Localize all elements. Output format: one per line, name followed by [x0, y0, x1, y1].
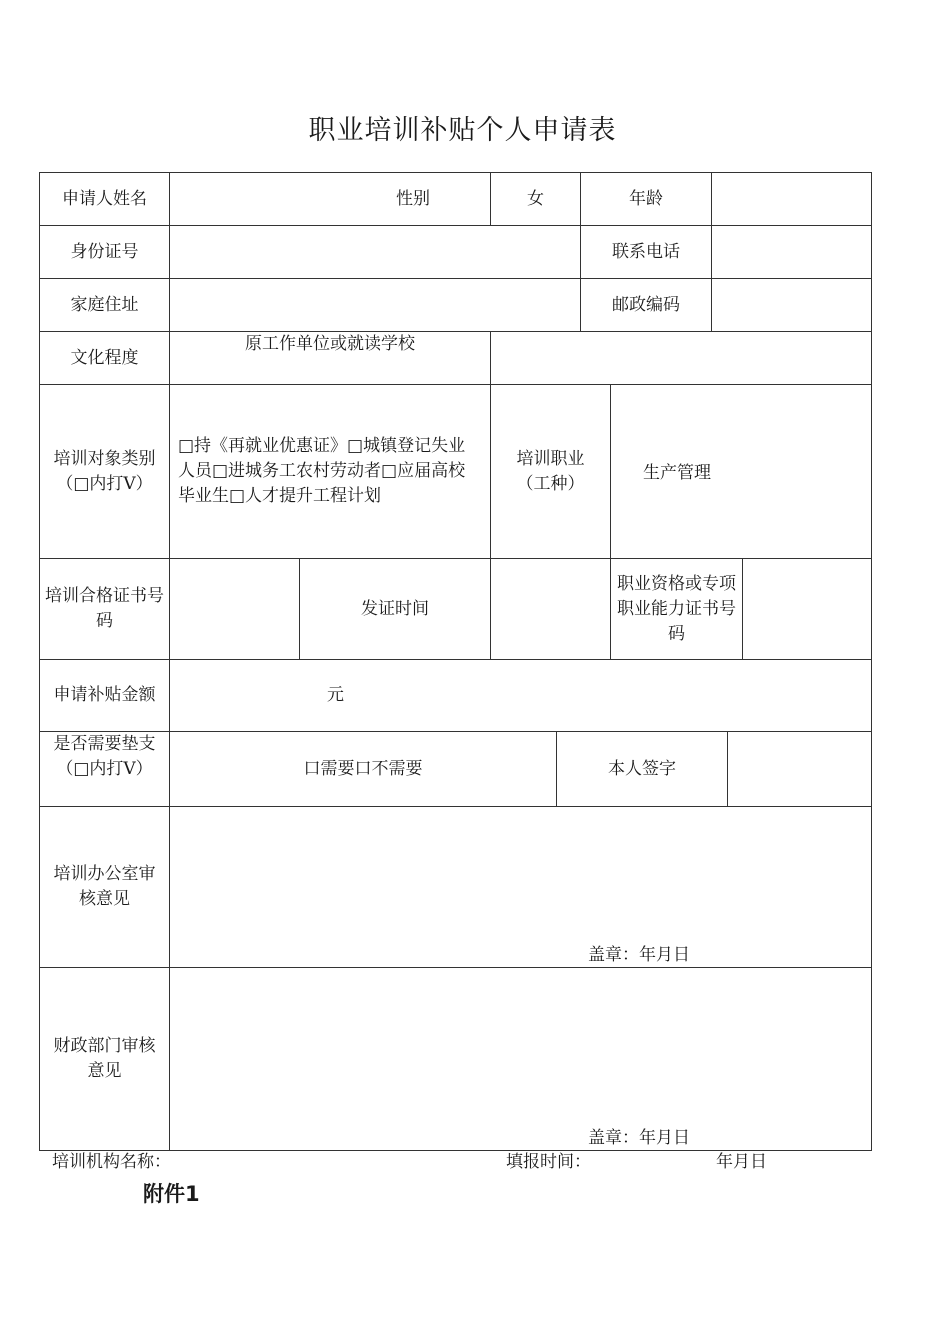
training-occupation-value[interactable]: 生产管理: [610, 384, 872, 559]
issue-date-label: 发证时间: [299, 558, 491, 660]
training-office-review-field[interactable]: [169, 806, 872, 968]
institution-name-label: 培训机构名称：: [52, 1152, 171, 1172]
subsidy-amount-label: 申请补贴金额: [39, 659, 170, 732]
employer-field[interactable]: [490, 331, 872, 385]
advance-payment-label: 是否需要垫支（□内打V）: [39, 731, 170, 807]
training-category-label: 培训对象类别（□内打V）: [39, 384, 170, 559]
phone-label: 联系电话: [580, 225, 712, 279]
certificate-number-label: 培训合格证书号码: [39, 558, 170, 660]
signature-label: 本人签字: [556, 731, 728, 807]
finance-review-label: 财政部门审核意见: [39, 967, 170, 1151]
postcode-label: 邮政编码: [580, 278, 712, 332]
id-number-label: 身份证号: [39, 225, 170, 279]
training-office-stamp-date: 盖章：年月日: [588, 945, 690, 965]
education-label: 文化程度: [39, 331, 170, 385]
id-number-field[interactable]: [169, 225, 581, 279]
fill-date-suffix: 年月日: [716, 1152, 767, 1172]
postcode-field[interactable]: [711, 278, 872, 332]
gender-label-cell: [169, 172, 491, 226]
employer-label: 原工作单位或就读学校: [245, 334, 415, 354]
fill-time-label: 填报时间：: [506, 1152, 591, 1172]
applicant-name-label: 申请人姓名: [39, 172, 170, 226]
gender-label: 性别: [396, 188, 430, 209]
annex-label: 附件1: [143, 1182, 200, 1206]
address-field[interactable]: [169, 278, 581, 332]
subsidy-amount-field[interactable]: [169, 659, 872, 732]
qualification-certificate-label: 职业资格或专项职业能力证书号码: [610, 558, 743, 660]
address-label: 家庭住址: [39, 278, 170, 332]
qualification-certificate-field[interactable]: [742, 558, 872, 660]
advance-payment-options[interactable]: 口需要口不需要: [169, 731, 557, 807]
gender-value[interactable]: 女: [490, 172, 581, 226]
training-office-review-label: 培训办公室审核意见: [39, 806, 170, 968]
issue-date-field[interactable]: [490, 558, 611, 660]
amount-unit: 元: [327, 685, 344, 705]
signature-field[interactable]: [727, 731, 872, 807]
phone-field[interactable]: [711, 225, 872, 279]
finance-review-field[interactable]: [169, 967, 872, 1151]
employer-label-cell[interactable]: [169, 331, 491, 385]
age-field[interactable]: [711, 172, 872, 226]
form-title: 职业培训补贴个人申请表: [308, 115, 617, 146]
age-label: 年龄: [580, 172, 712, 226]
training-category-options[interactable]: □持《再就业优惠证》□城镇登记失业人员□进城务工农村劳动者□应届高校毕业生□人才提升工程计划: [169, 384, 491, 559]
certificate-number-field[interactable]: [169, 558, 300, 660]
finance-stamp-date: 盖章：年月日: [588, 1128, 690, 1148]
training-occupation-label: 培训职业（工种）: [490, 384, 611, 559]
